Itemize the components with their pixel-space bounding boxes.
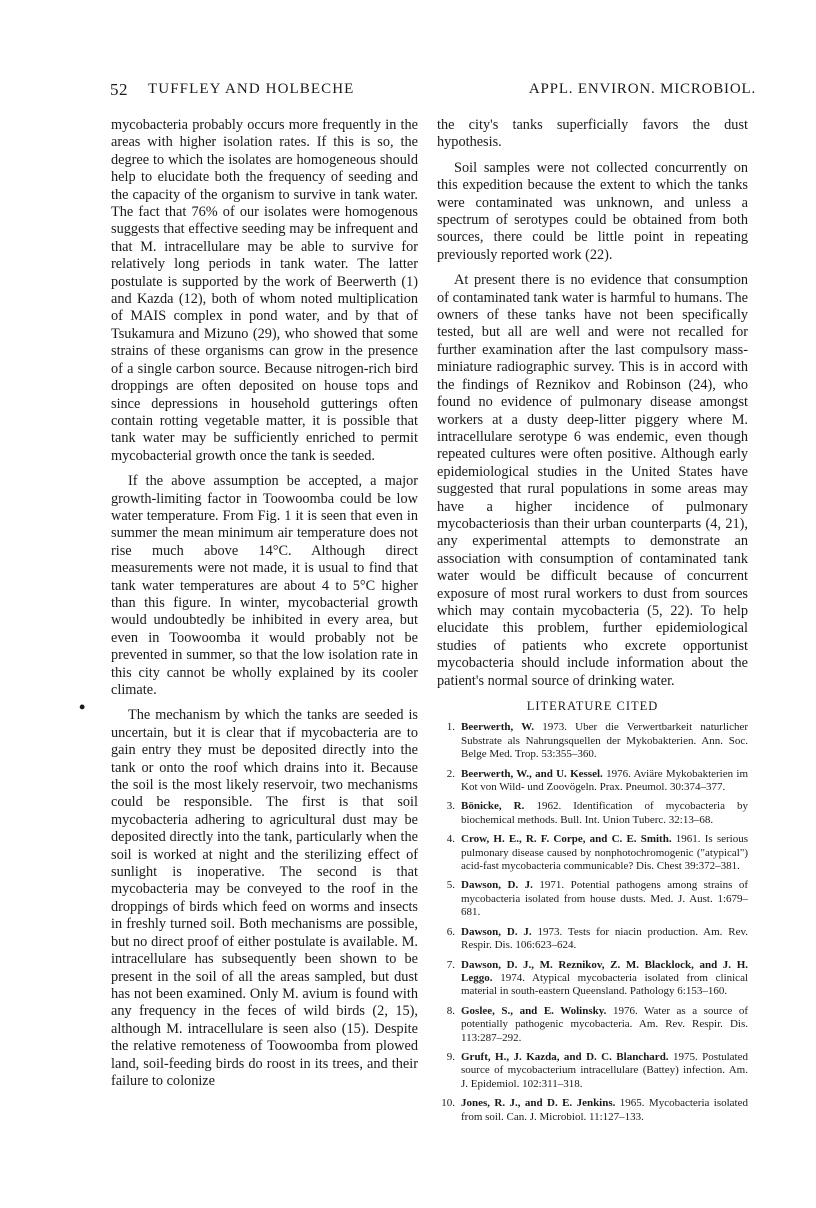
- reference-number: 9.: [446, 1050, 455, 1063]
- paragraph: Soil samples were not collected concurrently on this expedition because the extent to which the tanks were contaminated was unknown, and unless a spectrum of serotypes could be obtained from both sources, there could be little point in repeating previously reported work (22).: [437, 159, 748, 263]
- reference-text: 1962. Identification of mycobacteria by biochemical methods. Bull. Int. Union Tuberc. 32:13–68.: [461, 800, 749, 826]
- reference-number: 7.: [446, 958, 455, 971]
- reference-item: [437, 959, 748, 999]
- reference-text: 1976. Aviäre Mykobakterien im Kot von Wild- und Zoovögeln. Prax. Pneumol. 30:374–377.: [461, 767, 749, 794]
- page-number: 52: [110, 80, 128, 99]
- right-column: [437, 117, 748, 1130]
- reference-item: [437, 721, 748, 761]
- literature-cited-heading: LITERATURE CITED: [526, 699, 659, 713]
- reference-authors: Beerwerth, W.: [461, 721, 534, 734]
- reference-item: [437, 1051, 748, 1091]
- reference-text: 1975. Postulated source of mycobacterium intracellulare (Battey) infection. Am. J. Epidemiol. 102:311–318.: [461, 1050, 748, 1090]
- reference-authors: Crow, H. E., R. F. Corpe, and C. E. Smith.: [461, 833, 672, 846]
- left-column: [111, 117, 418, 1098]
- reference-authors: Dawson, D. J.: [461, 879, 533, 892]
- reference-authors: Dawson, D. J., M. Reznikov, Z. M. Blacklock, and J. H. Leggo.: [461, 958, 748, 984]
- reference-authors: Beerwerth, W., and U. Kessel.: [461, 767, 603, 780]
- reference-text: 1971. Potential pathogens among strains of mycobacteria isolated from house dusts. Med. J. Aust. 1:679–681.: [461, 879, 749, 919]
- reference-number: 6.: [446, 925, 455, 938]
- reference-number: 3.: [446, 800, 455, 813]
- reference-item: [437, 768, 748, 795]
- reference-item: [437, 800, 748, 827]
- reference-text: 1974. Atypical mycobacteria isolated from clinical material in south-eastern Queensland. Pathology 6:153–160.: [461, 971, 749, 998]
- paragraph: The mechanism by which the tanks are seeded is uncertain, but it is clear that if mycobacteria are to gain entry they must be deposited directly into the tank or onto the roof which drains into it. Because the soil is the most likely reservoir, two mechanisms could be responsible. The first is that soil mycobacteria adhering to agricultural dust may be deposited directly into the tank, particularly when the soil is worked at night and the sterilizing effect of sunlight is inoperative. The second is that mycobacteria may be conveyed to the roof in the droppings of birds which feed on worms and insects in freshly turned soil. Both mechanisms are possible, but no direct proof of either postulate is available. M. intracellulare has subsequently been shown to be present in the soil of all the areas sampled, but dust has not been examined. Only M. avium is found with any frequency in the feces of wild birds (2, 15), although M. intracellulare is seen also (15). Despite the relative remoteness of Toowoomba from plowed land, soil-feeding birds do roost in its trees, and their failure to colonize: [111, 707, 418, 1089]
- reference-authors: Gruft, H., J. Kazda, and D. C. Blanchard.: [461, 1050, 669, 1063]
- reference-number: 5.: [446, 879, 455, 892]
- margin-mark: •: [79, 697, 86, 717]
- page-header: [110, 80, 756, 102]
- reference-authors: Bönicke, R.: [461, 800, 525, 813]
- reference-number: 2.: [446, 767, 455, 780]
- reference-text: 1961. Is serious pulmonary disease caused by nonphotochromogenic ("atypical") acid-fast mycobacteria communicable? Dis. Chest 39:372–381.: [461, 833, 748, 873]
- reference-authors: Goslee, S., and E. Wolinsky.: [461, 1004, 607, 1017]
- journal-name: APPL. ENVIRON. MICROBIOL.: [528, 81, 756, 97]
- reference-item: [437, 926, 748, 953]
- paragraph: If the above assumption be accepted, a major growth-limiting factor in Toowoomba could be low water temperature. From Fig. 1 it is seen that even in summer the mean minimum air temperature does not rise much above 14°C. Although direct measurements were not made, it is usual to find that tank water temperatures are about 4 to 5°C higher than this figure. In winter, mycobacterial growth would undoubtedly be inhibited in every area, but even in Toowoomba it would probably not be prevented in summer, so that the low isolation rate in this city cannot be wholly explained by its cooler climate.: [111, 473, 418, 698]
- reference-number: 8.: [446, 1004, 455, 1017]
- reference-text: 1973. Tests for niacin production. Am. Rev. Respir. Dis. 106:623–624.: [461, 925, 749, 952]
- reference-item: [437, 833, 748, 873]
- paragraph: At present there is no evidence that consumption of contaminated tank water is harmful to humans. The owners of these tanks have not been specifically tested, but all are well and were not recalled for further examination after the last compulsory mass-miniature radiographic survey. This is in accord with the findings of Reznikov and Robinson (24), who found no evidence of pulmonary disease amongst workers at a dusty deep-litter piggery where M. intracellulare serotype 6 was endemic, even though repeated cultures were often positive. Although early epidemiological studies in the United States have suggested that rural populations in some areas may have a higher incidence of pulmonary mycobacteriosis than their urban counterparts (4, 21), any experimental attempts to demonstrate an association with consumption of contaminated tank water would be difficult because of concurrent exposure of most rural workers to dust from sources which may contain mycobacteria (5, 22). To help elucidate this problem, further epidemiological studies of patients who excrete opportunist mycobacteria should include information about the patient's normal source of drinking water.: [437, 272, 748, 689]
- reference-item: [437, 1005, 748, 1045]
- reference-number: 1.: [446, 721, 455, 734]
- paragraph: mycobacteria probably occurs more frequently in the areas with higher isolation rates. If this is so, the degree to which the isolates are homogeneous should help to elucidate both the frequency of seeding and the capacity of the organism to survive in tank water. The fact that 76% of our isolates were homogenous suggests that effective seeding may be infrequent and that M. intracellulare may be able to survive for relatively long periods in tank water. The latter postulate is supported by the work of Beerwerth (1) and Kazda (12), both of whom noted multiplication of MAIS complex in pond water, and by that of Tsukamura and Mizuno (29), who showed that some strains of these organisms can grow in the presence of a single carbon source. Because nitrogen-rich bird droppings are often deposited on house tops and since depressions in household gutterings often contain rotting vegetable matter, it is possible that tank water may be sufficiently enriched to permit mycobacterial growth once the tank is seeded.: [111, 117, 418, 464]
- reference-number: 4.: [446, 833, 455, 846]
- reference-item: [437, 879, 748, 919]
- reference-authors: Dawson, D. J.: [461, 925, 532, 938]
- reference-text: 1965. Mycobacteria isolated from soil. Can. J. Microbiol. 11:127–133.: [461, 1097, 748, 1123]
- reference-text: 1976. Water as a source of potentially pathogenic mycobacteria. Am. Rev. Respir. Dis. 113:287–292.: [461, 1004, 748, 1044]
- paragraph: the city's tanks superficially favors the dust hypothesis.: [437, 117, 748, 151]
- reference-item: [437, 1097, 748, 1124]
- reference-authors: Jones, R. J., and D. E. Jenkins.: [461, 1097, 616, 1110]
- reference-text: 1973. Uber die Verwertbarkeit naturlicher Substrate als Nahrungsquellen der Mykobakterien. Ann. Soc. Belge Med. Trop. 53:355–360.: [461, 721, 749, 761]
- reference-number: 10.: [441, 1097, 455, 1110]
- reference-list: [437, 721, 748, 1124]
- running-authors: TUFFLEY AND HOLBECHE: [148, 81, 355, 97]
